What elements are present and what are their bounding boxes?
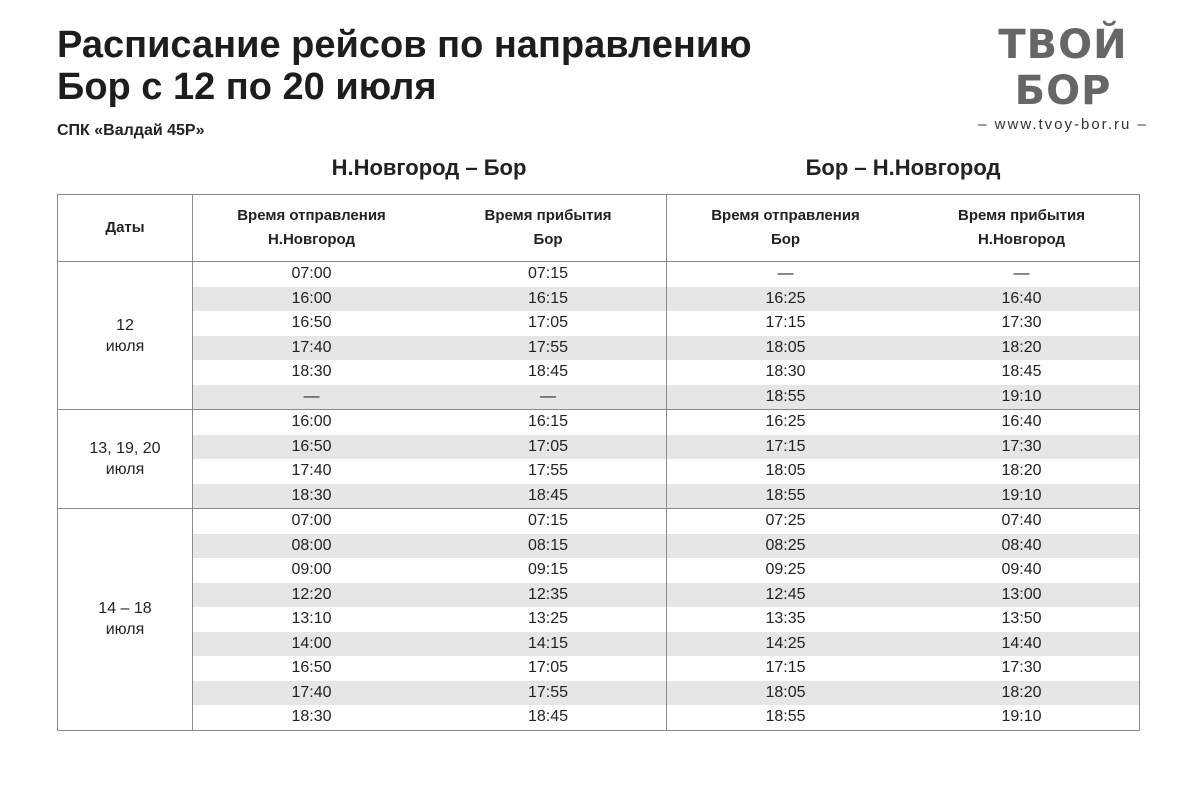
cell-arrive-nn: 17:30 [1001, 659, 1042, 677]
table-row [193, 681, 1139, 706]
cell-depart-nn: 18:30 [291, 486, 332, 504]
vessel-name: СПК «Валдай 45Р» [57, 122, 205, 139]
cell-arrive-nn: 08:40 [1001, 536, 1042, 554]
cell-depart-nn: 13:10 [291, 610, 332, 628]
cell-depart-bor: 12:45 [765, 585, 806, 603]
route-title-bor-nn: Бор – Н.Новгород [805, 155, 1001, 180]
table-row [193, 656, 1139, 681]
cell-depart-bor: 16:25 [765, 289, 806, 307]
cell-arrive-bor: 13:25 [430, 607, 667, 632]
cell-depart-nn: 17:40 [291, 462, 332, 480]
group-rows [193, 509, 1139, 730]
cell-arrive-nn: — [1013, 265, 1030, 283]
cell-arrive-bor: 17:55 [430, 681, 667, 706]
cell-depart-bor: 18:05 [765, 462, 806, 480]
cell-arrive-nn: 16:40 [1001, 289, 1042, 307]
title-line-1: Расписание рейсов по направлению [57, 24, 752, 66]
cell-depart-bor: 17:15 [765, 314, 806, 332]
group-date: 13, 19, 20 июля [58, 410, 193, 508]
cell-depart-nn: 08:00 [291, 536, 332, 554]
table-row [193, 385, 1139, 410]
cell-depart-nn: 18:30 [291, 708, 332, 726]
cell-depart-nn: 18:30 [291, 363, 332, 381]
table-row [193, 311, 1139, 336]
table-row [193, 558, 1139, 583]
header-dates: Даты [58, 195, 193, 261]
table-row [193, 632, 1139, 657]
cell-arrive-nn: 14:40 [1001, 634, 1042, 652]
cell-depart-bor: 14:25 [765, 634, 806, 652]
cell-depart-nn: 17:40 [291, 683, 332, 701]
cell-depart-nn: 16:00 [291, 289, 332, 307]
cell-arrive-bor: 18:45 [430, 484, 667, 509]
header-depart-bor: Время отправления Бор [711, 207, 860, 248]
cell-depart-nn: 09:00 [291, 561, 332, 579]
cell-arrive-bor: 12:35 [430, 583, 667, 608]
date-group [58, 509, 1139, 730]
date-group [58, 262, 1139, 410]
group-rows [193, 262, 1139, 409]
cell-arrive-nn: 18:20 [1001, 338, 1042, 356]
table-row [193, 705, 1139, 730]
date-group [58, 410, 1139, 509]
logo-url: – www.tvoy-bor.ru – [978, 116, 1148, 133]
cell-arrive-bor: 09:15 [430, 558, 667, 583]
route-title-nn-bor: Н.Новгород – Бор [331, 155, 527, 180]
brand-logo [948, 22, 1178, 133]
group-date: 12 июля [58, 262, 193, 409]
cell-arrive-nn: 16:40 [1001, 413, 1042, 431]
table-row [193, 607, 1139, 632]
cell-arrive-bor: 14:15 [430, 632, 667, 657]
title-line-2: Бор с 12 по 20 июля [57, 66, 437, 108]
cell-depart-nn: 16:00 [291, 413, 332, 431]
cell-depart-bor: 07:25 [765, 512, 806, 530]
cell-arrive-bor: 07:15 [430, 262, 667, 287]
cell-arrive-bor: — [430, 385, 667, 410]
cell-arrive-nn: 18:45 [1001, 363, 1042, 381]
page-title [57, 24, 752, 108]
cell-arrive-bor: 17:05 [430, 435, 667, 460]
table-row [193, 534, 1139, 559]
header-depart-nn: Время отправления Н.Новгород [237, 207, 386, 248]
cell-arrive-bor: 18:45 [430, 705, 667, 730]
cell-arrive-nn: 19:10 [1001, 387, 1042, 405]
cell-arrive-nn: 18:20 [1001, 462, 1042, 480]
cell-depart-bor: 18:55 [765, 708, 806, 726]
cell-arrive-nn: 18:20 [1001, 683, 1042, 701]
group-date: 14 – 18 июля [58, 509, 193, 730]
cell-depart-bor: 18:30 [765, 363, 806, 381]
table-header [58, 195, 1139, 262]
cell-depart-nn: 17:40 [291, 338, 332, 356]
cell-depart-nn: 07:00 [291, 512, 332, 530]
cell-depart-bor: 18:05 [765, 683, 806, 701]
table-row [193, 336, 1139, 361]
cell-arrive-nn: 19:10 [1001, 708, 1042, 726]
table-row [193, 583, 1139, 608]
cell-depart-nn: 16:50 [291, 437, 332, 455]
table-row [193, 435, 1139, 460]
table-row [193, 360, 1139, 385]
cell-arrive-nn: 17:30 [1001, 314, 1042, 332]
table-row [193, 459, 1139, 484]
cell-depart-nn: 16:50 [291, 659, 332, 677]
table-row [193, 484, 1139, 509]
logo-name: ТВОЙ БОР [998, 22, 1128, 114]
cell-depart-bor: 08:25 [765, 536, 806, 554]
cell-arrive-nn: 09:40 [1001, 561, 1042, 579]
cell-depart-bor: 18:05 [765, 338, 806, 356]
cell-arrive-nn: 13:50 [1001, 610, 1042, 628]
cell-depart-nn: 12:20 [291, 585, 332, 603]
schedule-table [57, 194, 1140, 731]
cell-depart-nn: 14:00 [291, 634, 332, 652]
cell-depart-bor: 17:15 [765, 659, 806, 677]
cell-depart-bor: 09:25 [765, 561, 806, 579]
cell-arrive-nn: 13:00 [1001, 585, 1042, 603]
cell-depart-bor: 16:25 [765, 413, 806, 431]
cell-arrive-bor: 16:15 [430, 287, 667, 312]
table-body [58, 262, 1139, 730]
cell-arrive-bor: 17:05 [430, 311, 667, 336]
cell-depart-bor: 13:35 [765, 610, 806, 628]
table-row [193, 509, 1139, 534]
cell-depart-nn: 07:00 [291, 265, 332, 283]
cell-depart-nn: 16:50 [291, 314, 332, 332]
cell-arrive-bor: 18:45 [430, 360, 667, 385]
group-rows [193, 410, 1139, 508]
cell-depart-nn: — [303, 387, 320, 405]
table-row [193, 262, 1139, 287]
cell-arrive-nn: 19:10 [1001, 486, 1042, 504]
cell-depart-bor: — [777, 265, 794, 283]
table-row [193, 410, 1139, 435]
cell-arrive-bor: 07:15 [430, 509, 667, 534]
cell-depart-bor: 17:15 [765, 437, 806, 455]
header-arrive-nn: Время прибытия Н.Новгород [958, 207, 1085, 248]
cell-depart-bor: 18:55 [765, 387, 806, 405]
cell-arrive-bor: 17:55 [430, 459, 667, 484]
table-row [193, 287, 1139, 312]
cell-arrive-nn: 07:40 [1001, 512, 1042, 530]
cell-arrive-nn: 17:30 [1001, 437, 1042, 455]
cell-depart-bor: 18:55 [765, 486, 806, 504]
header-arrive-bor: Время прибытия Бор [430, 195, 667, 261]
cell-arrive-bor: 08:15 [430, 534, 667, 559]
cell-arrive-bor: 17:55 [430, 336, 667, 361]
cell-arrive-bor: 16:15 [430, 410, 667, 435]
cell-arrive-bor: 17:05 [430, 656, 667, 681]
